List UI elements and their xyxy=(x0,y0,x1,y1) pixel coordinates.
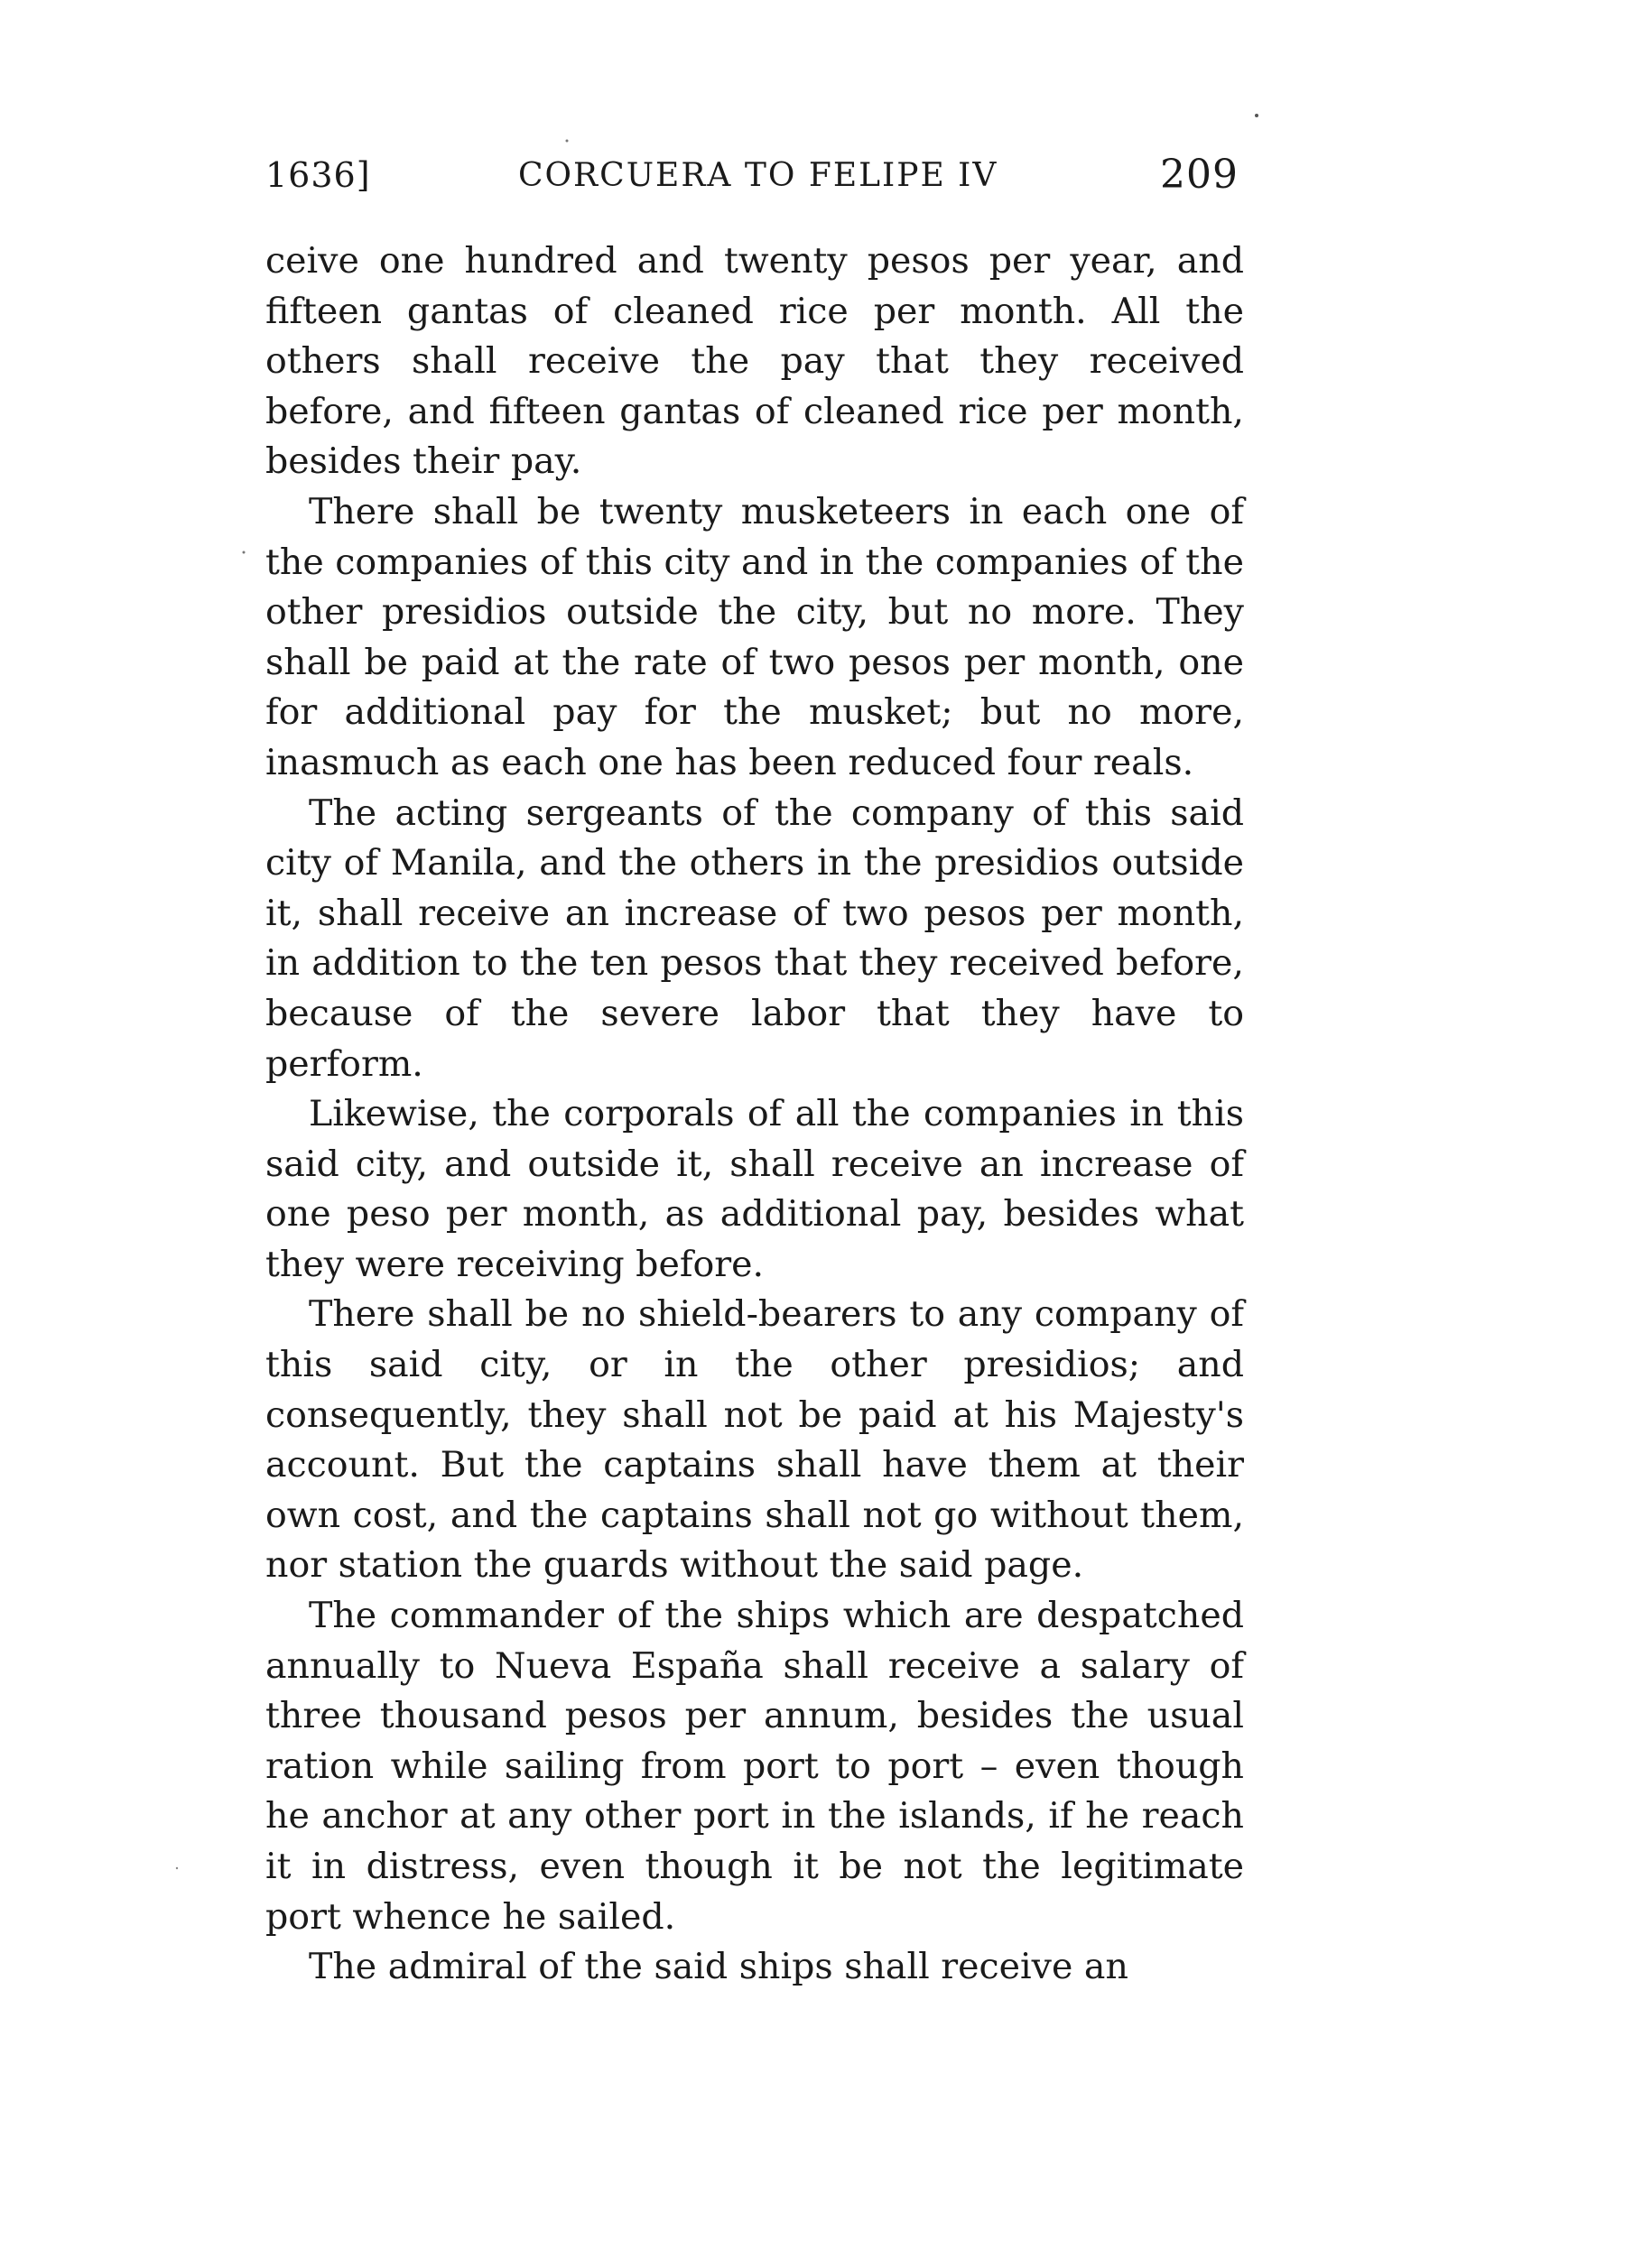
paragraph-shield-bearers: There shall be no shield-bearers to any company of this said city, or in the other presidios; and consequently, they shall not be paid at his Majesty's account. But the captains shall have them at their own cost, and the captains shall not go without them, nor station the guards without the said page. xyxy=(265,1293,1244,1587)
header-year: 1636] xyxy=(265,155,371,195)
paragraph-continuation: ceive one hundred and twenty pesos per year, and fifteen gantas of cleaned rice per month. All the others shall receive the pay that they received before, and fifteen gantas of cleaned rice per month, besides their pay. xyxy=(265,240,1244,483)
running-head xyxy=(265,152,1244,209)
paragraph-corporals: Likewise, the corporals of all the companies in this said city, and outside it, shall receive an increase of one peso per month, as additional pay, besides what they were receiving before. xyxy=(265,1093,1244,1285)
paragraph-admiral: The admiral of the said ships shall receive an xyxy=(309,1946,1128,1988)
body-text xyxy=(265,236,1244,1993)
paragraph-sergeants: The acting sergeants of the company of this said city of Manila, and the others in the presidios outside it, shall receive an increase of two pesos per month, in addition to the ten pesos that they received before, because of the severe labor that they have to perform. xyxy=(265,791,1244,1085)
header-title: CORCUERA TO FELIPE IV xyxy=(518,157,998,194)
paragraph-commander: The commander of the ships which are despatched annually to Nueva España shall receive a salary of three thousand pesos per annum, besides the usual ration while sailing from port to port – even though he anchor at any other port in the islands, if he reach it in distress, even though it be not the legitimate port whence he sailed. xyxy=(265,1595,1244,1938)
page-number: 209 xyxy=(1160,152,1239,198)
paragraph-musketeers: There shall be twenty musketeers in each one of the companies of this city and in the companies of the other presidios outside the city, but no more. They shall be paid at the rate of two pesos per month, one for additional pay for the musket; but no more, inasmuch as each one has been reduced four reals. xyxy=(265,490,1244,783)
